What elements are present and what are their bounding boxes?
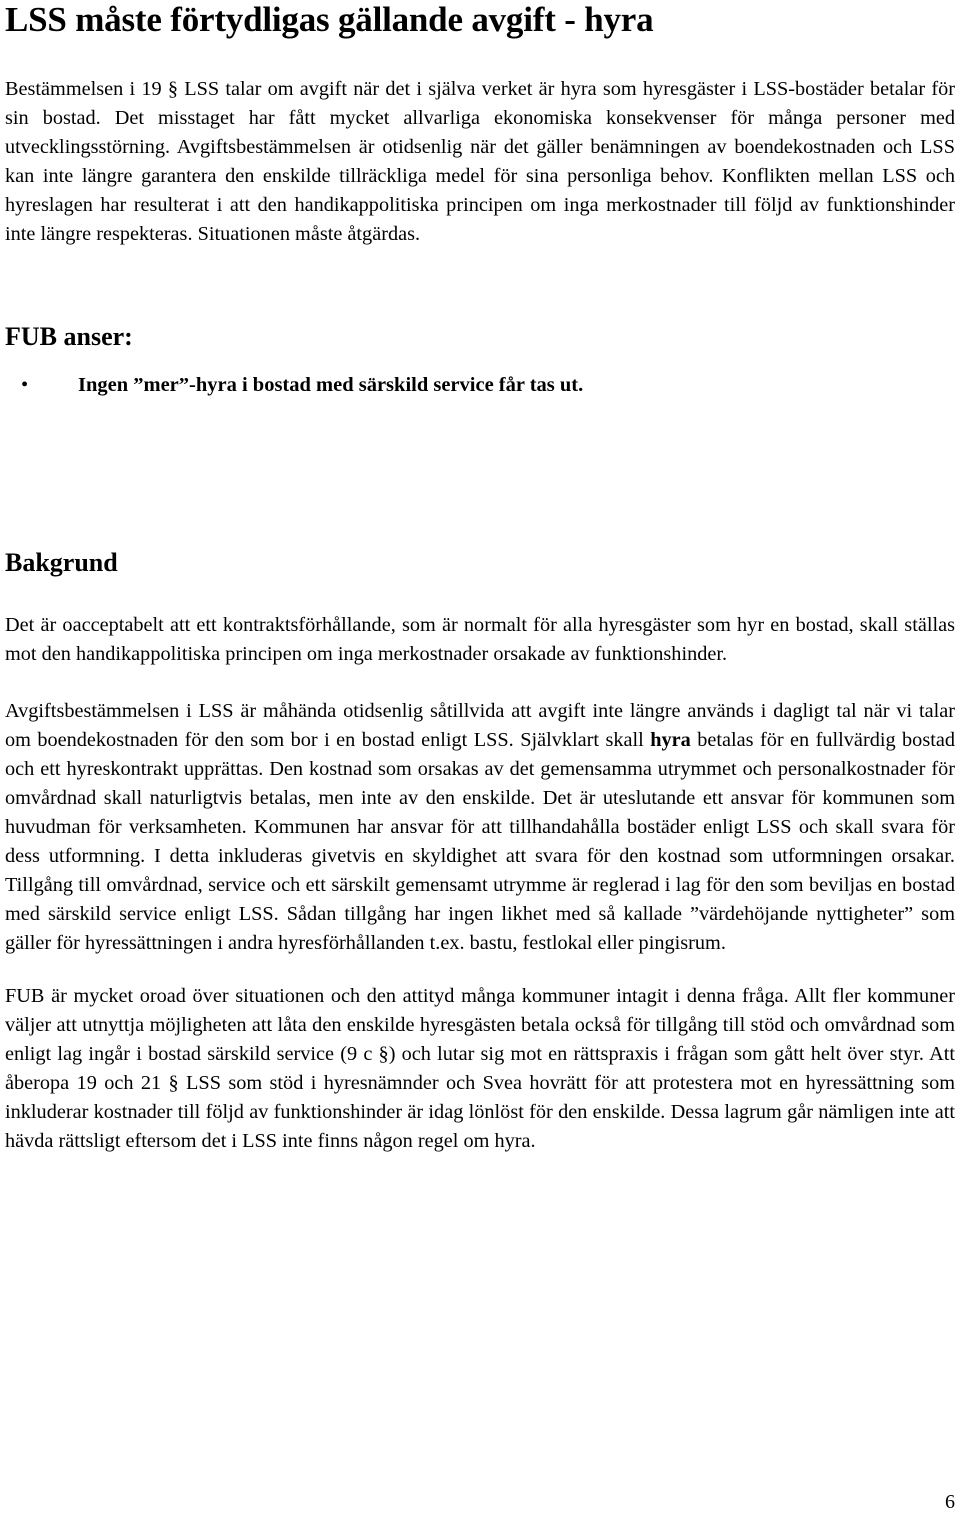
background-paragraph-2: [5, 697, 955, 958]
bullet-text: Ingen ”mer”-hyra i bostad med särskild service får tas ut.: [78, 374, 584, 396]
fub-heading: FUB anser:: [5, 322, 133, 351]
bullet-icon: •: [21, 374, 29, 396]
background-paragraph-2-start: Avgiftsbestämmelsen i LSS är måhända otidsenlig såtillvida att avgift inte längre används i dagligt tal när vi talar om boendekostnaden för den som bor i en bostad enligt LSS. Självklart skall: [5, 700, 955, 751]
background-paragraph-1: Det är oacceptabelt att ett kontraktsförhållande, som är normalt för alla hyresgäster som hyr en bostad, skall ställas mot den handikappolitiska principen om inga merkostnader orsakade av funktionshinder.: [5, 614, 955, 665]
document-title: LSS måste förtydligas gällande avgift - hyra: [5, 0, 654, 39]
fub-bullet-item: [5, 371, 955, 400]
background-paragraph-2-end: betalas för en fullvärdig bostad och ett hyreskontrakt upprättas. Den kostnad som orsakas av det gemensamma utrymmet och personalkostnader för omvårdnad skall naturligtvis betalas, men inte av den enskilde. Det är uteslutande ett ansvar för kommunen som huvudman för verksamheten. Kommunen har ansvar för att tillhandahålla bostäder enligt LSS och skall svara för dess utformning. I detta inkluderas givetvis en skyldighet att svara för den kostnad som utformningen orsakar. Tillgång till omvårdnad, service och ett särskilt gemensamt utrymme är reglerad i lag för den som beviljas en bostad med särskild service enligt LSS. Sådan tillgång har ingen likhet med så kallade ”värdehöjande nyttigheter” som gäller för hyressättningen i andra hyresförhållanden t.ex. bastu, festlokal eller pingisrum.: [5, 729, 955, 954]
background-paragraph-3: FUB är mycket oroad över situationen och den attityd många kommuner intagit i denna fråga. Allt fler kommuner väljer att utnyttja möjligheten att låta den enskilde hyresgästen betala också för tillgång till stöd och omvårdnad som enligt lag ingår i bostad särskild service (9 c §) och lutar sig mot en rättspraxis i frågan som gått helt över styr. Att åberopa 19 och 21 § LSS som stöd i hyresnämnder och Svea hovrätt för att protestera mot en hyressättning som inkluderar kostnader till följd av funktionshinder är idag lönlöst för den enskilde. Dessa lagrum går nämligen inte att hävda rättsligt eftersom det i LSS inte finns någon regel om hyra.: [5, 985, 955, 1152]
page-number: 6: [945, 1491, 955, 1513]
document-page: [5, 0, 955, 1156]
background-heading: Bakgrund: [5, 548, 118, 577]
hyra-emphasis: hyra: [650, 729, 691, 751]
intro-paragraph: Bestämmelsen i 19 § LSS talar om avgift när det i själva verket är hyra som hyresgäster i LSS-bostäder betalar för sin bostad. Det misstaget har fått mycket allvarliga ekonomiska konsekvenser för många personer med utvecklingsstörning. Avgiftsbestämmelsen är otidsenlig när det gäller benämningen av boendekostnaden och LSS kan inte längre garantera den enskilde tillräckliga medel för sina personliga behov. Konflikten mellan LSS och hyreslagen har resulterat i att den handikappolitiska principen om inga merkostnader till följd av funktionshinder inte längre respekteras. Situationen måste åtgärdas.: [5, 78, 955, 245]
